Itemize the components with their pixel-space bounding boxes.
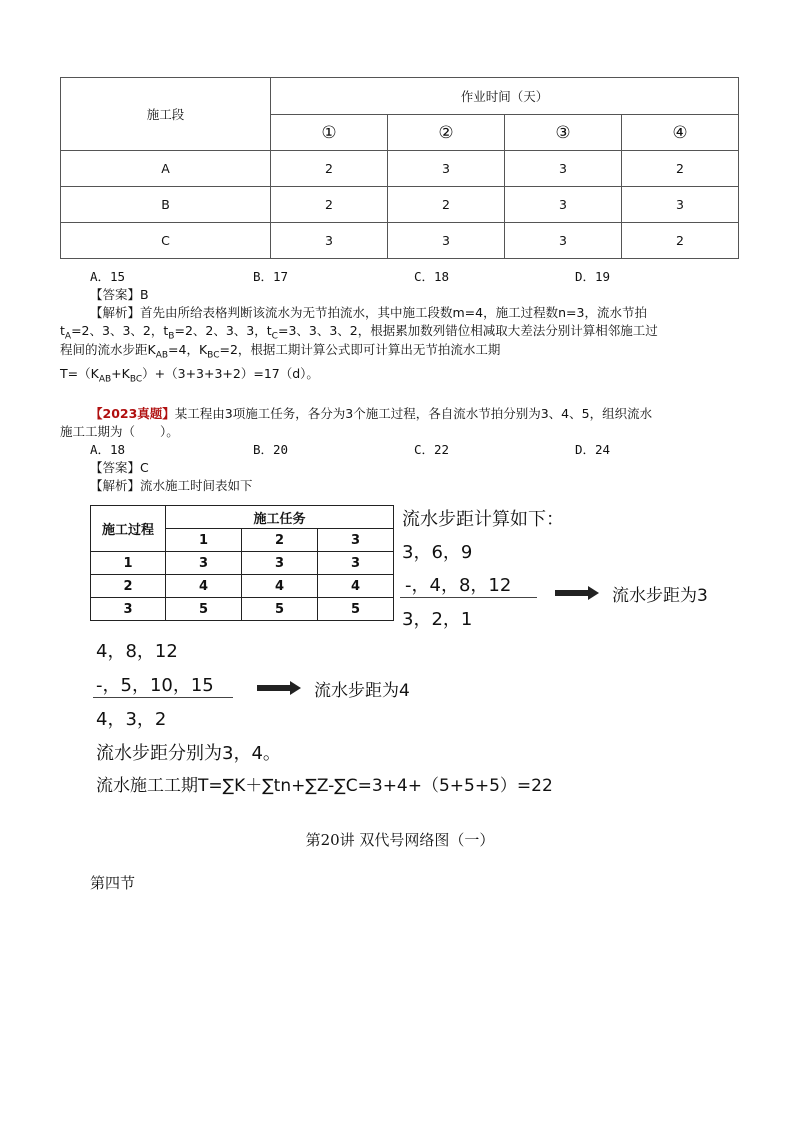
q1-option-d: D．19: [575, 269, 611, 284]
row-name: 1: [91, 552, 166, 575]
exam-tag: 【2023真题】: [90, 406, 175, 421]
construction-task-table: [90, 505, 394, 621]
cell: 2: [271, 187, 388, 223]
table2-col: 2: [242, 529, 318, 552]
table-row: [61, 151, 739, 187]
table1-col: ④: [622, 115, 739, 151]
calc1-row2: -，4，8，12: [405, 575, 512, 596]
row-name: B: [61, 187, 271, 223]
q2-answer: 【答案】C: [90, 460, 149, 475]
table1-col: ③: [505, 115, 622, 151]
cell: 4: [318, 575, 394, 598]
q2-stem-line2: 施工工期为（ ）。: [60, 424, 179, 439]
q2-option-c: C．22: [414, 442, 450, 457]
row-name: 2: [91, 575, 166, 598]
cell: 5: [166, 598, 242, 621]
q1-analysis-line2: $t_A=2$、3、3、2，$t_B=2$、2、3、3，$t_C=3$、3、3、2，根据累加数列错位相减取大差法分别计算相邻施工过: [60, 323, 658, 342]
cell: 3: [271, 223, 388, 259]
table1-header-left: 施工段: [61, 78, 271, 151]
cell: 3: [318, 552, 394, 575]
q2-analysis: 【解析】流水施工时间表如下: [90, 478, 253, 493]
q1-analysis-line3: 程间的流水步距$K_{AB}=4$，$K_{BC}=2$，根据工期计算公式即可计算出无节拍流水工期: [60, 342, 501, 361]
calc1-divider: [400, 597, 537, 598]
q1-answer: 【答案】B: [90, 287, 149, 302]
cell: 4: [166, 575, 242, 598]
row-name: 3: [91, 598, 166, 621]
cell: 4: [242, 575, 318, 598]
cell: 3: [505, 187, 622, 223]
cell: 3: [505, 223, 622, 259]
cell: 3: [505, 151, 622, 187]
q1-option-b: B．17: [253, 269, 289, 284]
cell: 3: [242, 552, 318, 575]
cell: 3: [388, 151, 505, 187]
table2-col: 3: [318, 529, 394, 552]
table1-col: ①: [271, 115, 388, 151]
table1-header-group: 作业时间（天）: [271, 78, 739, 115]
calc2-row3: 4，3，2: [96, 709, 167, 730]
section-title: 第四节: [90, 874, 136, 892]
lecture-title: 第20讲 双代号网络图（一）: [305, 831, 495, 849]
calc2-row1: 4，8，12: [96, 641, 178, 662]
q2-option-d: D．24: [575, 442, 611, 457]
cell: 2: [388, 187, 505, 223]
table2-header-left: 施工过程: [91, 506, 166, 552]
calc1-row3: 3，2，1: [402, 609, 473, 630]
cell: 3: [388, 223, 505, 259]
table2-header-group: 施工任务: [166, 506, 394, 529]
cell: 5: [242, 598, 318, 621]
row-name: A: [61, 151, 271, 187]
table-row: [91, 598, 394, 621]
q2-stem-line1: 【2023真题】某工程由3项施工任务，各分为3个施工过程，各自流水节拍分别为3、4、5，组织流水: [90, 406, 653, 421]
calc-formula: 流水施工工期T=∑K＋∑tn+∑Z-∑C=3+4+（5+5+5）=22: [96, 776, 553, 796]
cell: 3: [166, 552, 242, 575]
table2-col: 1: [166, 529, 242, 552]
table-row: [61, 223, 739, 259]
cell: 3: [622, 187, 739, 223]
q1-total-time: $T=(K_{AB}+K_{BC})+(3+3+3+2)=17(d)$。: [60, 366, 319, 385]
cell: 5: [318, 598, 394, 621]
q1-option-c: C．18: [414, 269, 450, 284]
calc2-row2: -，5，10，15: [96, 675, 214, 696]
q2-option-b: B．20: [253, 442, 289, 457]
q1-analysis-line1: 【解析】首先由所给表格判断该流水为无节拍流水，其中施工段数m=4，施工过程数n=3，流水节拍: [90, 305, 647, 320]
q1-option-a: A．15: [90, 269, 126, 284]
q2-option-a: A．18: [90, 442, 126, 457]
table-row: [91, 552, 394, 575]
calc-summary: 流水步距分别为3，4。: [96, 743, 281, 764]
table1-col: ②: [388, 115, 505, 151]
calc1-row1: 3，6，9: [402, 542, 473, 563]
row-name: C: [61, 223, 271, 259]
table-row: [91, 575, 394, 598]
table-row: [61, 187, 739, 223]
calc2-divider: [93, 697, 233, 698]
work-time-table: [60, 77, 739, 259]
cell: 2: [622, 223, 739, 259]
calc1-result: 流水步距为3: [612, 586, 708, 606]
calc2-result: 流水步距为4: [314, 681, 410, 701]
cell: 2: [271, 151, 388, 187]
calc-title: 流水步距计算如下：: [402, 509, 564, 530]
cell: 2: [622, 151, 739, 187]
